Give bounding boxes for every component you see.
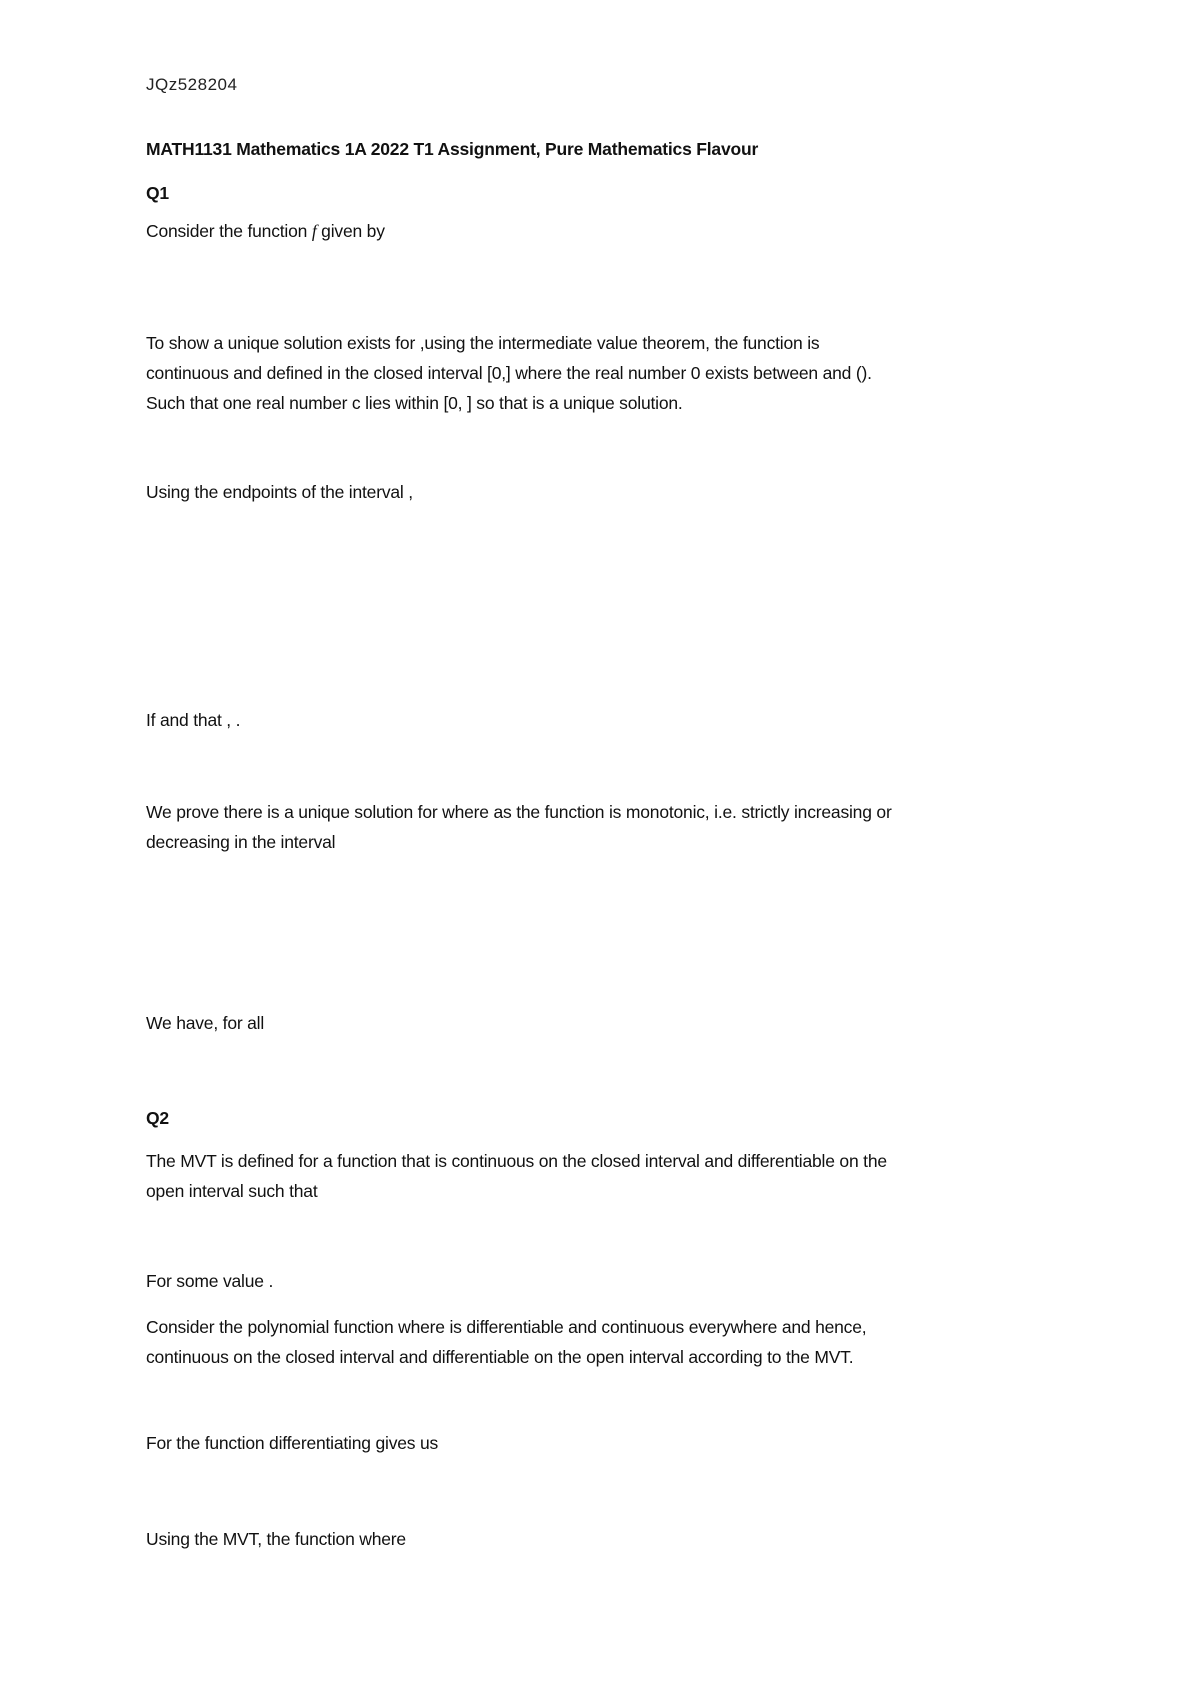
paragraph-line: continuous on the closed interval and differentiable on the open interval according to the MVT. (146, 1347, 854, 1367)
document-title: MATH1131 Mathematics 1A 2022 T1 Assignment, Pure Mathematics Flavour (146, 139, 759, 159)
paragraph-line: The MVT is defined for a function that is continuous on the closed interval and differentiable on the (146, 1151, 887, 1171)
q2-mvt-paragraph (146, 1146, 1066, 1206)
function-symbol: f (311, 221, 317, 241)
q2-using-mvt: Using the MVT, the function where (146, 1529, 406, 1549)
q2-polynomial-paragraph (146, 1312, 1066, 1372)
q1-intro (146, 216, 385, 246)
paragraph-line: Consider the polynomial function where is differentiable and continuous everywhere and hence, (146, 1317, 867, 1337)
q2-some-value: For some value . (146, 1271, 274, 1291)
q1-endpoints-text: Using the endpoints of the interval , (146, 482, 413, 502)
q2-heading: Q2 (146, 1108, 169, 1128)
student-id: JQz528204 (146, 75, 238, 94)
q1-monotonic-paragraph (146, 797, 1066, 857)
q1-ivt-paragraph (146, 328, 1066, 418)
paragraph-line: decreasing in the interval (146, 832, 336, 852)
q1-we-have: We have, for all (146, 1013, 265, 1033)
paragraph-line: continuous and defined in the closed interval [0,] where the real number 0 exists between and (). (146, 363, 872, 383)
q1-intro-pre: Consider the function (146, 221, 312, 241)
paragraph-line: Such that one real number c lies within [0, ] so that is a unique solution. (146, 393, 683, 413)
paragraph-line: open interval such that (146, 1181, 318, 1201)
paragraph-line: To show a unique solution exists for ,using the intermediate value theorem, the function is (146, 333, 820, 353)
q1-if-and-that: If and that , . (146, 710, 241, 730)
q1-heading: Q1 (146, 183, 169, 203)
q1-intro-post: given by (316, 221, 385, 241)
paragraph-line: We prove there is a unique solution for where as the function is monotonic, i.e. strictly increasing or (146, 802, 892, 822)
q2-differentiating: For the function differentiating gives us (146, 1433, 439, 1453)
